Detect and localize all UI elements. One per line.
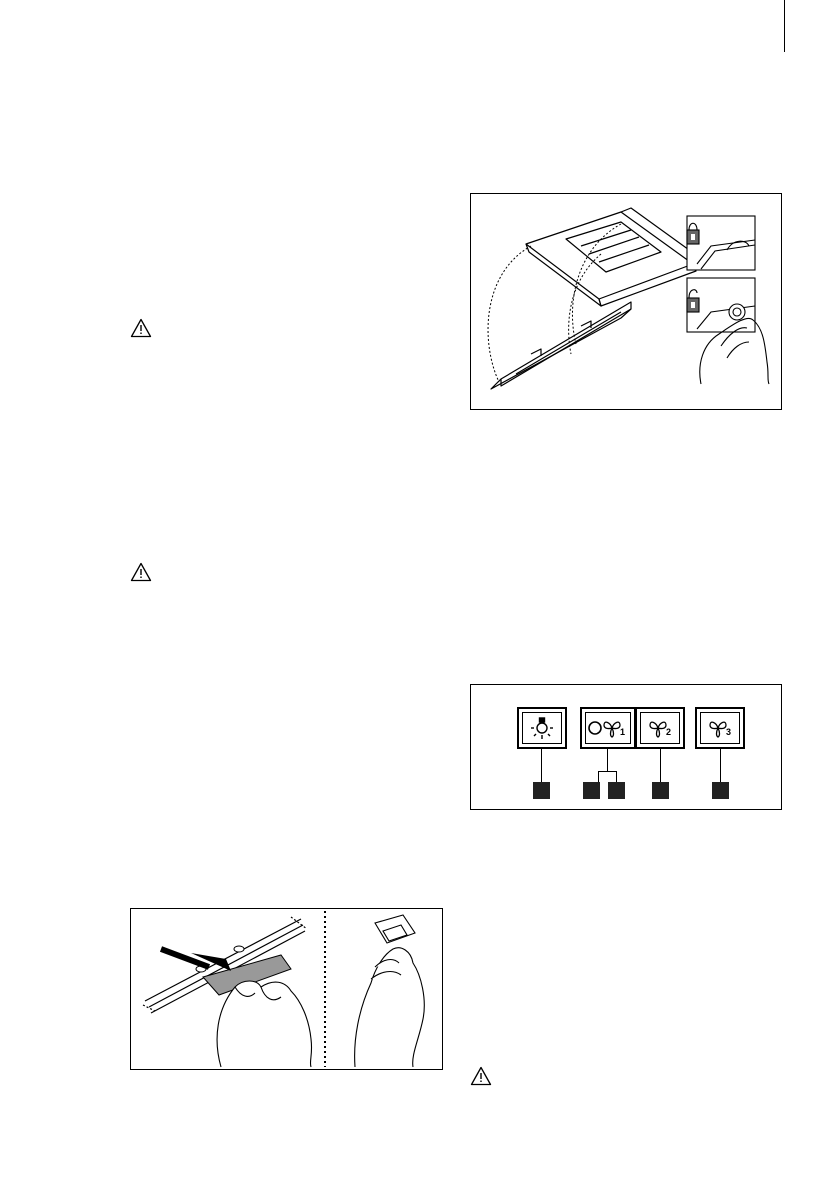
callout-marker <box>583 782 600 799</box>
leader-line <box>660 749 661 782</box>
fan-speed-subscript: 2 <box>666 727 672 737</box>
power-fan-1-icon <box>586 715 630 741</box>
figure-control-panel <box>470 684 782 810</box>
leader-line <box>598 771 617 772</box>
fan-icon <box>604 722 620 737</box>
fan-speed-subscript: 3 <box>726 727 732 737</box>
figure-filter-clip <box>130 908 443 1070</box>
fan-icon <box>650 722 666 737</box>
figure-filter-removal <box>470 193 782 410</box>
light-button[interactable] <box>517 707 567 749</box>
filter-removal-illustration <box>471 194 781 409</box>
callout-marker <box>712 782 729 799</box>
leader-line <box>720 749 721 782</box>
fan-speed-3-button[interactable] <box>695 707 745 749</box>
filter-clip-illustration <box>131 909 442 1069</box>
warning-triangle-icon <box>130 318 152 338</box>
warning-triangle-icon <box>130 562 152 582</box>
fan-3-icon <box>705 715 735 741</box>
callout-marker <box>652 782 669 799</box>
callout-marker <box>608 782 625 799</box>
warning-triangle-icon <box>470 1066 492 1086</box>
fan-speed-subscript: 1 <box>620 727 626 737</box>
callout-marker <box>533 782 550 799</box>
fan-2-icon <box>645 715 675 741</box>
fan-speed-2-button[interactable] <box>635 707 685 749</box>
page-edge-mark <box>784 0 785 52</box>
leader-line <box>541 749 542 782</box>
leader-line <box>607 749 608 771</box>
power-fan-speed-1-button[interactable] <box>580 707 636 749</box>
light-bulb-icon <box>529 715 555 741</box>
leader-line <box>616 771 617 782</box>
leader-line <box>598 771 599 782</box>
fan-icon <box>710 722 726 737</box>
